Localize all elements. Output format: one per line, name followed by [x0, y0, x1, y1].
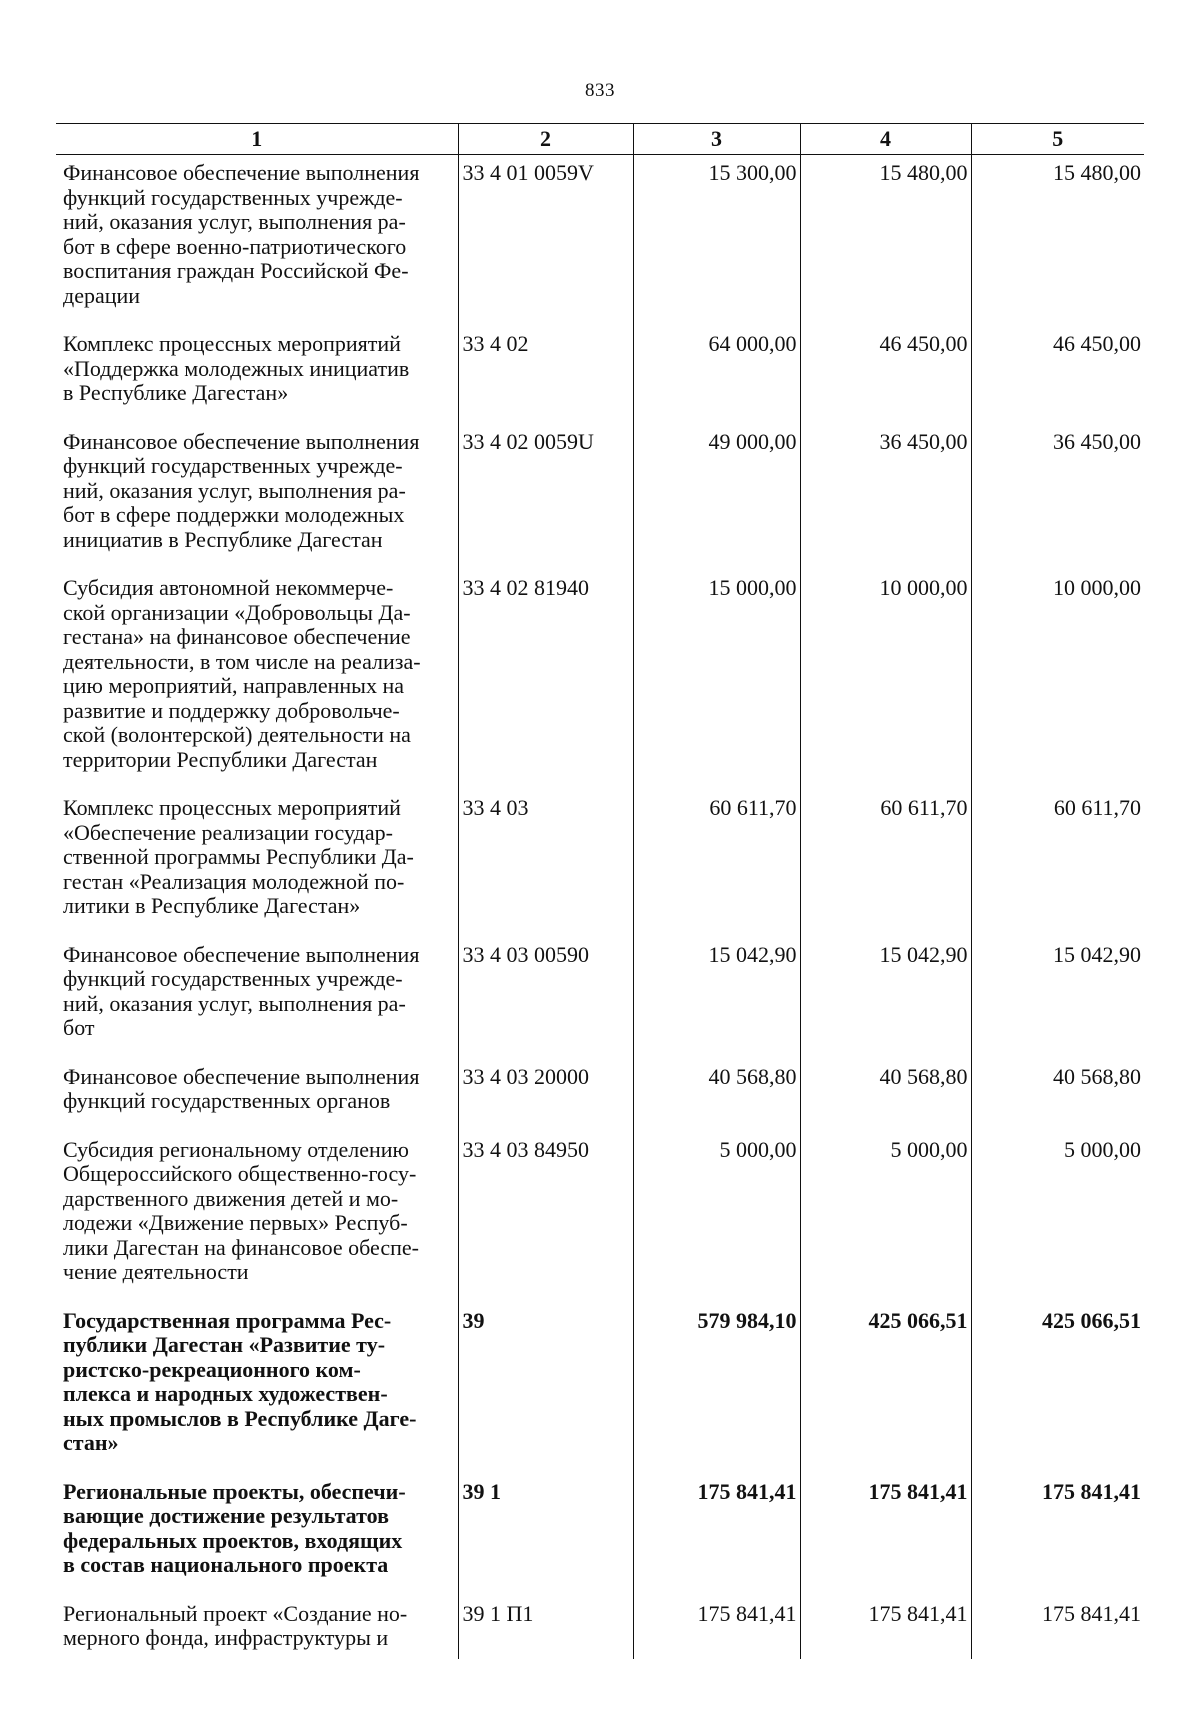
row-value-col3: 15 042,90 [633, 935, 800, 1057]
row-code: 33 4 03 20000 [458, 1057, 633, 1130]
row-value-col3: 40 568,80 [633, 1057, 800, 1130]
header-col-5: 5 [971, 124, 1144, 155]
budget-table [56, 123, 1144, 1659]
row-description: Финансовое обеспечение выполнения функций государственных учрежде- ний, оказания услуг, выполнения ра- бот в сфере военно-патриотического воспитания граждан Российской Фе- дерации [63, 160, 420, 308]
row-value-col3: 49 000,00 [633, 422, 800, 569]
row-value-col4: 175 841,41 [800, 1472, 971, 1594]
row-description: Субсидия региональному отделению Общероссийского общественно-госу- дарственного движения детей и мо- лодежи «Движение первых» Респуб- лики Дагестан на финансовое обеспе- чение деятельности [63, 1136, 419, 1284]
row-value-col3: 64 000,00 [633, 324, 800, 422]
row-description: Региональные проекты, обеспечи- вающие достижение результатов федеральных проектов, входящих в состав национального проекта [63, 1478, 406, 1577]
row-value-col5: 46 450,00 [971, 324, 1144, 422]
row-code: 33 4 03 00590 [458, 935, 633, 1057]
row-value-col3: 15 000,00 [633, 568, 800, 788]
row-description: Финансовое обеспечение выполнения функций государственных учрежде- ний, оказания услуг, выполнения ра- бот [63, 941, 420, 1040]
row-description: Комплекс процессных мероприятий «Поддержка молодежных инициатив в Республике Дагестан» [63, 331, 410, 405]
row-description: Государственная программа Рес- публики Дагестан «Развитие ту- ристско-рекреационного ком- плекса и народных художествен- ных промыслов в Республике Даге- стан» [63, 1307, 417, 1455]
table-header [56, 124, 1144, 155]
row-value-col3: 175 841,41 [633, 1594, 800, 1659]
table-row [56, 1057, 1144, 1130]
row-description: Финансовое обеспечение выполнения функций государственных учрежде- ний, оказания услуг, выполнения ра- бот в сфере поддержки молодежных инициатив в Республике Дагестан [63, 428, 420, 552]
row-description: Субсидия автономной некоммерче- ской организации «Добровольцы Да- гестана» на финансовое обеспечение деятельности, в том числе на реализа- цию мероприятий, направленных на развитие и поддержку добровольче- ской (волонтерской) деятельности на территории Республики Дагестан [63, 575, 421, 772]
header-col-1: 1 [56, 124, 458, 155]
row-value-col5: 15 480,00 [971, 155, 1144, 325]
row-value-col3: 60 611,70 [633, 788, 800, 935]
row-description: Региональный проект «Создание но- мерного фонда, инфраструктуры и [63, 1600, 408, 1650]
header-col-3: 3 [633, 124, 800, 155]
table-row [56, 155, 1144, 325]
row-value-col3: 175 841,41 [633, 1472, 800, 1594]
row-value-col4: 15 042,90 [800, 935, 971, 1057]
row-value-col5: 40 568,80 [971, 1057, 1144, 1130]
row-value-col3: 5 000,00 [633, 1130, 800, 1301]
table-row [56, 1301, 1144, 1472]
page-number: 833 [585, 80, 615, 101]
row-code: 39 1 П1 [458, 1594, 633, 1659]
row-code: 33 4 02 [458, 324, 633, 422]
table-body [56, 155, 1144, 1659]
row-code: 39 1 [458, 1472, 633, 1594]
row-value-col5: 15 042,90 [971, 935, 1144, 1057]
row-value-col5: 36 450,00 [971, 422, 1144, 569]
row-description: Комплекс процессных мероприятий «Обеспечение реализации государ- ственной программы Республики Да- гестан «Реализация молодежной по- литики в Республике Дагестан» [63, 795, 414, 918]
table-row [56, 788, 1144, 935]
row-code: 33 4 02 81940 [458, 568, 633, 788]
header-col-2: 2 [458, 124, 633, 155]
table-row [56, 935, 1144, 1057]
row-value-col5: 175 841,41 [971, 1472, 1144, 1594]
row-value-col5: 5 000,00 [971, 1130, 1144, 1301]
row-value-col4: 175 841,41 [800, 1594, 971, 1659]
table-row [56, 1472, 1144, 1594]
table-row [56, 422, 1144, 569]
table-row [56, 1130, 1144, 1301]
row-value-col5: 175 841,41 [971, 1594, 1144, 1659]
row-code: 39 [458, 1301, 633, 1472]
row-value-col5: 60 611,70 [971, 788, 1144, 935]
row-value-col4: 60 611,70 [800, 788, 971, 935]
row-value-col3: 579 984,10 [633, 1301, 800, 1472]
row-code: 33 4 01 0059V [458, 155, 633, 325]
header-col-4: 4 [800, 124, 971, 155]
row-value-col4: 40 568,80 [800, 1057, 971, 1130]
row-value-col4: 10 000,00 [800, 568, 971, 788]
row-value-col4: 46 450,00 [800, 324, 971, 422]
row-value-col4: 36 450,00 [800, 422, 971, 569]
header-row [56, 124, 1144, 155]
row-value-col4: 5 000,00 [800, 1130, 971, 1301]
table-row [56, 568, 1144, 788]
row-code: 33 4 03 [458, 788, 633, 935]
row-description: Финансовое обеспечение выполнения функций государственных органов [63, 1063, 420, 1113]
row-code: 33 4 03 84950 [458, 1130, 633, 1301]
row-value-col5: 10 000,00 [971, 568, 1144, 788]
row-value-col3: 15 300,00 [633, 155, 800, 325]
row-code: 33 4 02 0059U [458, 422, 633, 569]
row-value-col4: 15 480,00 [800, 155, 971, 325]
row-value-col5: 425 066,51 [971, 1301, 1144, 1472]
table-row [56, 324, 1144, 422]
row-value-col4: 425 066,51 [800, 1301, 971, 1472]
table-row [56, 1594, 1144, 1659]
